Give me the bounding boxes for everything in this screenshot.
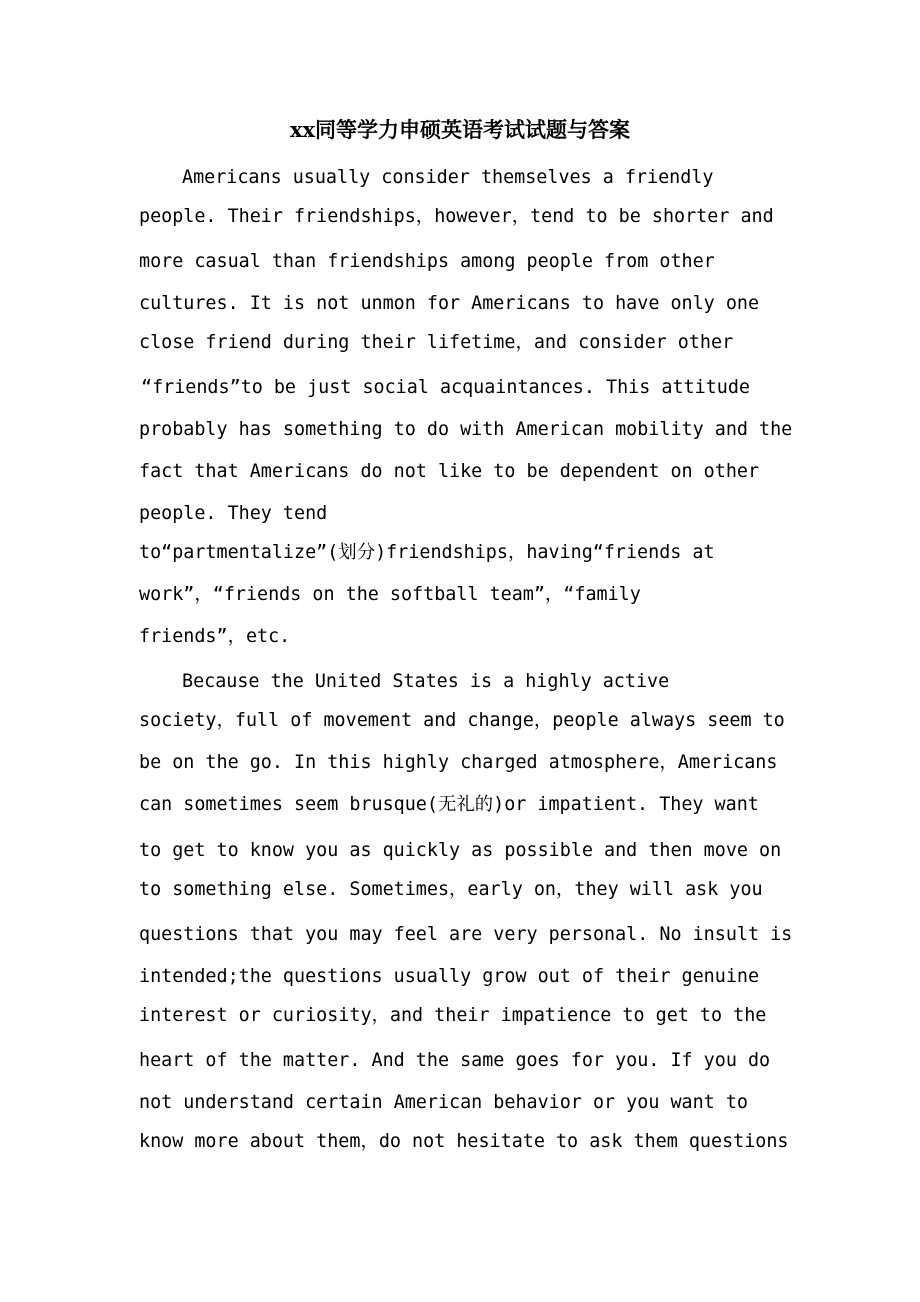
paragraph-2-line-8: intended;the questions usually grow out of their genuine xyxy=(139,966,760,987)
paragraph-1-line-5: close friend during their lifetime，and consider other xyxy=(139,332,734,353)
paragraph-1-line-11: work”，“friends on the softball team”，“family xyxy=(139,584,641,605)
paragraph-2-line-1: Because the United States is a highly active xyxy=(182,671,670,692)
paragraph-2-line-12: know more about them，do not hesitate to ask them questions xyxy=(139,1131,789,1152)
paragraph-1-line-7: probably has something to do with American mobility and the xyxy=(139,419,793,440)
paragraph-2-line-11: not understand certain American behavior or you want to xyxy=(139,1092,748,1113)
paragraph-1-line-10: to“partmentalize”(划分)friendships，having“friends at xyxy=(139,542,715,563)
paragraph-2-line-6: to something else. Sometimes，early on，they will ask you xyxy=(139,879,763,900)
paragraph-2-line-4: can sometimes seem brusque(无礼的)or impatient. They want xyxy=(139,794,759,815)
paragraph-1-line-12: friends”，etc. xyxy=(139,626,291,647)
paragraph-2-line-10: heart of the matter. And the same goes for you. If you do xyxy=(139,1050,771,1071)
paragraph-2-line-2: society，full of movement and change，people always seem to xyxy=(139,710,785,731)
paragraph-2-line-9: interest or curiosity，and their impatience to get to the xyxy=(139,1005,767,1026)
paragraph-1-line-9: people. They tend xyxy=(139,503,328,524)
paragraph-1-line-6: “friends”to be just social acquaintances. This attitude xyxy=(141,377,750,398)
paragraph-2-line-5: to get to know you as quickly as possible and then move on xyxy=(139,840,782,861)
paragraph-1-line-1: Americans usually consider themselves a friendly xyxy=(182,167,714,188)
paragraph-2-line-7: questions that you may feel are very personal. No insult is xyxy=(139,924,793,945)
paragraph-1-line-2: people. Their friendships，however，tend to be shorter and xyxy=(139,206,774,227)
paragraph-1-line-3: more casual than friendships among people from other xyxy=(139,251,715,272)
paragraph-1-line-4: cultures. It is not unmon for Americans to have only one xyxy=(139,293,760,314)
document-title: xx同等学力申硕英语考试试题与答案 xyxy=(289,117,631,142)
paragraph-2-line-3: be on the go. In this highly charged atmosphere，Americans xyxy=(139,752,778,773)
paragraph-1-line-8: fact that Americans do not like to be dependent on other xyxy=(139,461,760,482)
